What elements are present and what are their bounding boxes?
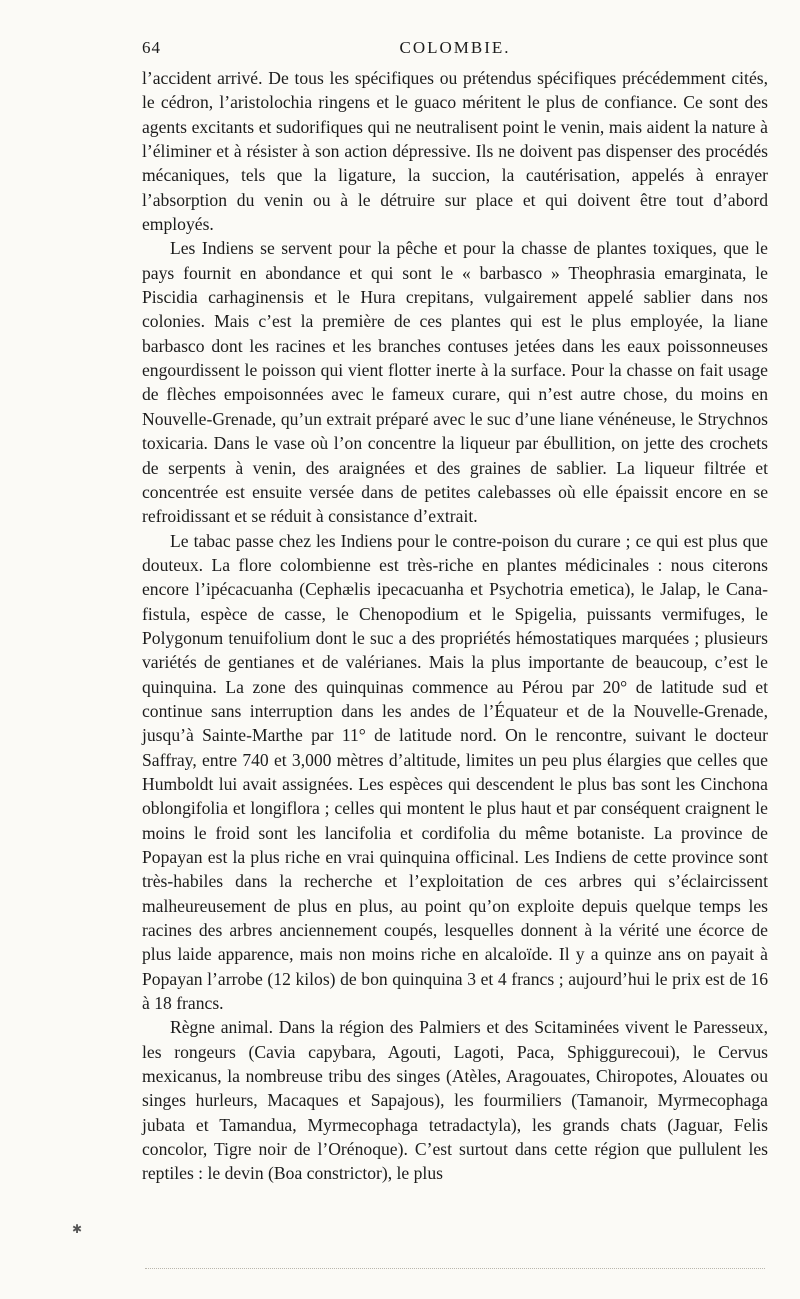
page-number: 64 bbox=[142, 38, 161, 57]
page-header bbox=[142, 38, 768, 66]
margin-mark: ✱ bbox=[72, 1222, 83, 1236]
body-text bbox=[142, 66, 768, 1186]
book-page bbox=[142, 38, 768, 1186]
paragraph: l’accident arrivé. De tous les spécifiques ou prétendus spécifiques précédemment cités, le cédron, l’aristolochia ringens et le guaco méritent le plus de confiance. Ce sont des agents excitants et sudorifiques qui ne neutralisent point le venin, mais aident la nature à l’éliminer et à résister à son action dépressive. Ils ne doivent pas dispenser des procédés mécaniques, tels que la ligature, la succion, la cautérisation, appelés à enrayer l’absorption du venin ou à le détruire sur place et qui doivent être tout d’abord employés. bbox=[142, 68, 768, 235]
paragraph: Règne animal. Dans la région des Palmiers et des Scitaminées vivent le Paresseux, les rongeurs (Cavia capybara, Agouti, Lagoti, Paca, Sphiggurecoui), le Cervus mexicanus, la nombreuse tribu des singes (Atèles, Aragouates, Chiropotes, Alouates ou singes hurleurs, Macaques et Sapajous), les fourmiliers (Tamanoir, Myrmecophaga jubata et Tamandua, Myrmecophaga tetradactyla), les grands chats (Jaguar, Felis concolor, Tigre noir de l’Orénoque). C’est surtout dans cette région que pullulent les reptiles : le devin (Boa constrictor), le plus bbox=[142, 1017, 768, 1184]
running-head: COLOMBIE. bbox=[399, 38, 511, 57]
bottom-rule bbox=[145, 1268, 765, 1269]
paragraph: Les Indiens se servent pour la pêche et pour la chasse de plantes toxiques, que le pays fournit en abondance et qui sont le « barbasco » Theophrasia emarginata, le Piscidia carhaginensis et le Hura crepitans, vulgairement appelé sablier dans nos colonies. Mais c’est la première de ces plantes qui est le plus employée, la liane barbasco dont les racines et les branches contuses jetées dans les eaux poissonneuses engourdissent le poisson qui vient flotter inerte à la surface. Pour la chasse on fait usage de flèches empoisonnées avec le fameux curare, qui n’est autre chose, du moins en Nouvelle-Grenade, qu’un extrait préparé avec le suc d’une liane vénéneuse, le Strychnos toxicaria. Dans le vase où l’on concentre la liqueur par ébullition, on jette des crochets de serpents à venin, des araignées et des graines de sablier. La liqueur filtrée et concentrée est ensuite versée dans de petites calebasses où elle épaissit encore en se refroidissant et se réduit à consistance d’extrait. bbox=[142, 238, 768, 527]
paragraph: Le tabac passe chez les Indiens pour le contre-poison du curare ; ce qui est plus que douteux. La flore colombienne est très-riche en plantes médicinales : nous citerons encore l’ipécacuanha (Cephælis ipecacuanha et Psychotria emetica), le Jalap, le Cana-fistula, espèce de casse, le Chenopodium et le Spigelia, puissants vermifuges, le Polygonum tenuifolium dont le suc a des propriétés hémostatiques marquées ; plusieurs variétés de gentianes et de valérianes. Mais la plus importante de beaucoup, c’est le quinquina. La zone des quinquinas commence au Pérou par 20° de latitude sud et continue sans interruption dans les andes de l’Équateur et de la Nouvelle-Grenade, jusqu’à Sainte-Marthe par 11° de latitude nord. On le rencontre, suivant le docteur Saffray, entre 740 et 3,000 mètres d’altitude, limites un peu plus élargies que celles que Humboldt lui avait assignées. Les espèces qui descendent le plus bas sont les Cinchona oblongifolia et longiflora ; celles qui montent le plus haut et par conséquent craignent le moins le froid sont les lancifolia et cordifolia du même botaniste. La province de Popayan est la plus riche en vrai quinquina officinal. Les Indiens de cette province sont très-habiles dans la recherche et l’exploitation de ces arbres qui s’éclaircissent malheureusement de plus en plus, au point qu’on exploite depuis quelque temps les racines des arbres anciennement coupés, lesquelles donnent à la vérité une écorce de plus laide apparence, mais non moins riche en alcaloïde. Il y a quinze ans on payait à Popayan l’arrobe (12 kilos) de bon quinquina 3 et 4 francs ; aujourd’hui le prix est de 16 à 18 francs. bbox=[142, 530, 768, 1014]
